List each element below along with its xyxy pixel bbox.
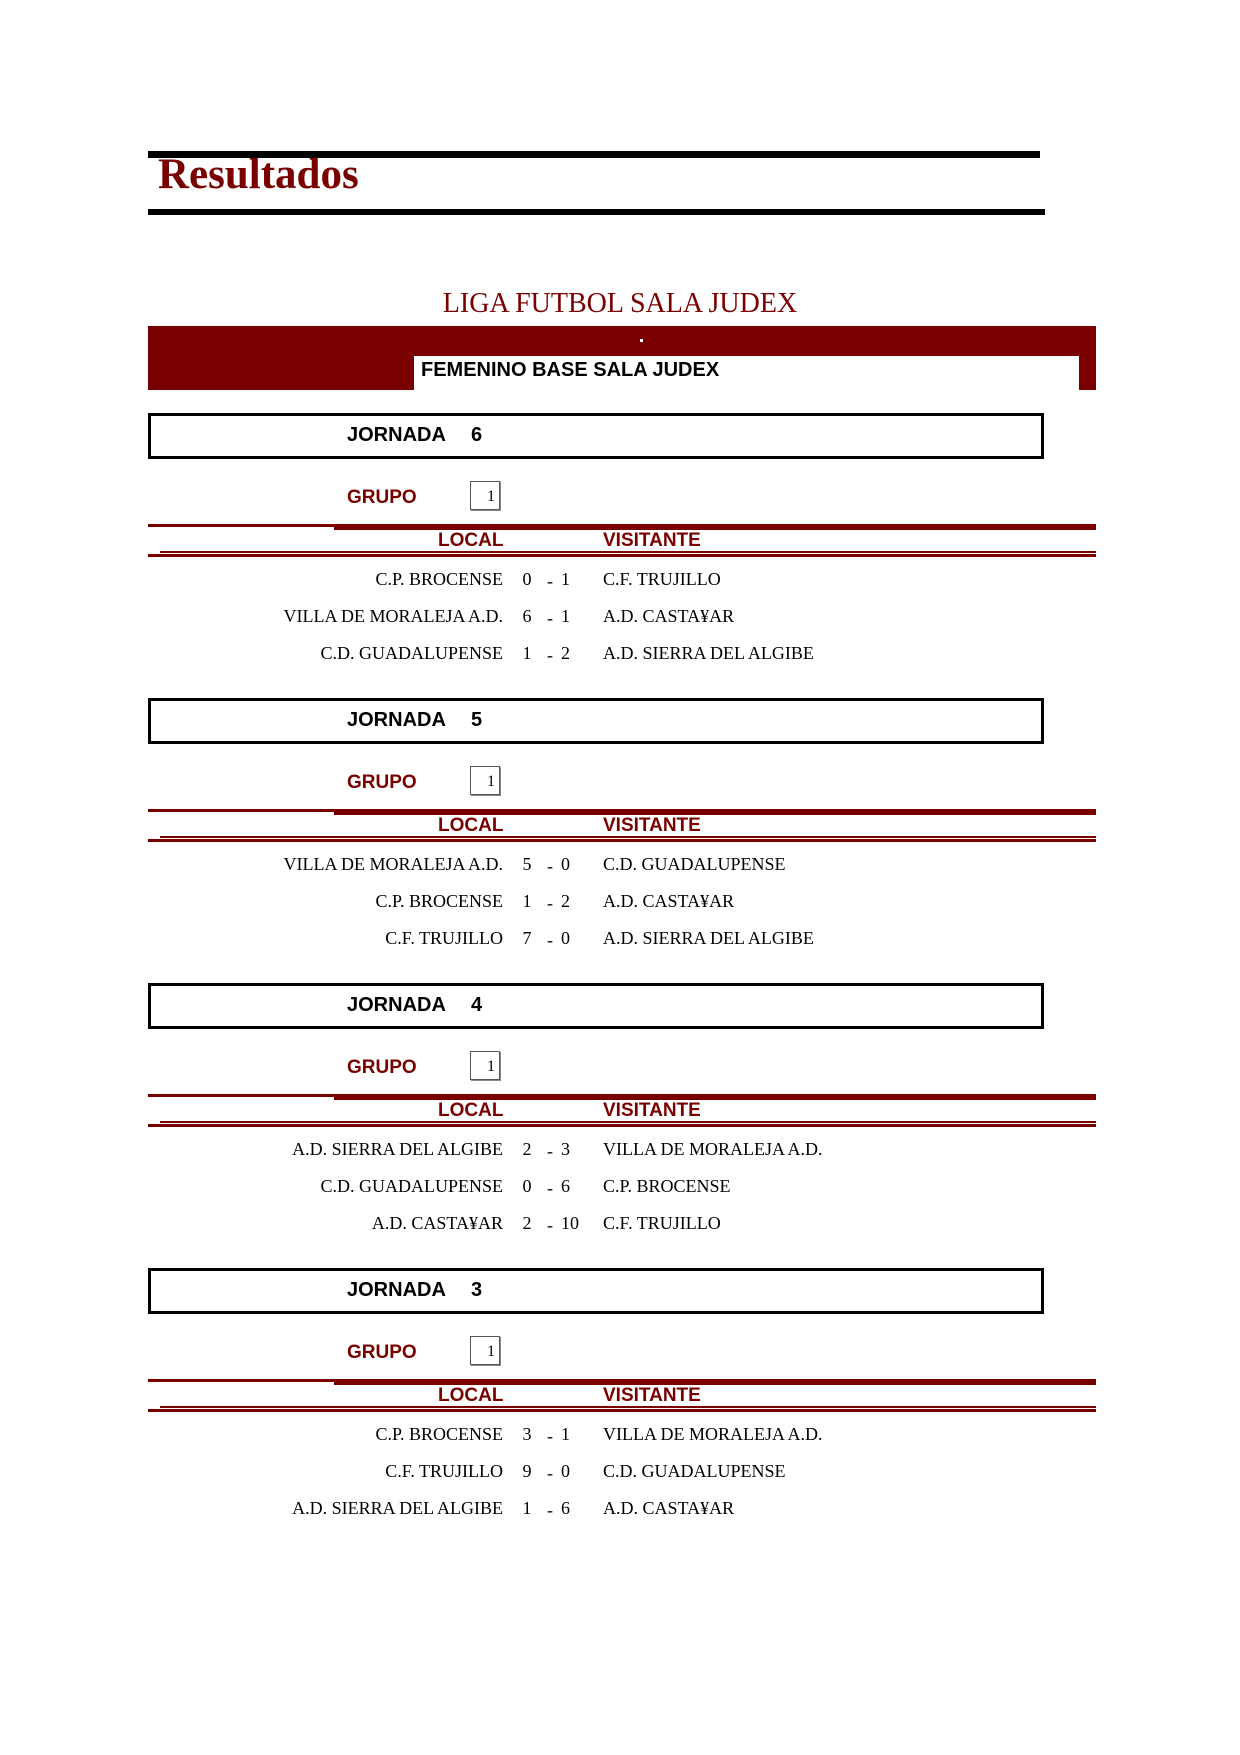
away-team: C.F. TRUJILLO — [603, 569, 721, 589]
grupo-number-field: 1 — [470, 1336, 500, 1365]
jornada-section — [0, 413, 1240, 701]
away-score: 1 — [561, 569, 570, 589]
jornada-number: 3 — [471, 1279, 483, 1301]
home-score: 1 — [522, 1498, 532, 1518]
match-row — [0, 570, 1240, 607]
away-score: 6 — [561, 1176, 570, 1196]
home-team: A.D. CASTA¥AR — [371, 1213, 503, 1233]
home-team: C.P. BROCENSE — [375, 569, 503, 589]
home-score: 9 — [522, 1461, 532, 1481]
score-separator: - — [547, 1426, 553, 1446]
table-header-rule-inner — [160, 551, 1096, 553]
visitante-column-header: VISITANTE — [603, 530, 701, 551]
jornada-header-box — [148, 983, 1044, 1029]
home-score: 0 — [522, 569, 532, 589]
table-header-rule — [148, 1409, 1096, 1412]
away-team: VILLA DE MORALEJA A.D. — [603, 1139, 823, 1159]
match-row — [0, 1462, 1240, 1499]
home-team: C.F. TRUJILLO — [385, 1461, 503, 1481]
table-header-rule-inner — [160, 1121, 1096, 1123]
home-score: 7 — [522, 928, 532, 948]
match-row — [0, 855, 1240, 892]
score-separator: - — [547, 1178, 553, 1198]
score-separator: - — [547, 645, 553, 665]
home-team: A.D. SIERRA DEL ALGIBE — [292, 1498, 503, 1518]
home-team: VILLA DE MORALEJA A.D. — [283, 854, 503, 874]
away-score: 0 — [561, 1461, 570, 1481]
grupo-label: GRUPO — [347, 487, 417, 508]
jornada-header-box — [148, 698, 1044, 744]
jornada-section — [0, 1268, 1240, 1556]
home-team: A.D. SIERRA DEL ALGIBE — [292, 1139, 503, 1159]
table-header-rule — [148, 1124, 1096, 1127]
table-header-rule — [148, 839, 1096, 842]
visitante-column-header: VISITANTE — [603, 1100, 701, 1121]
jornada-number: 4 — [471, 994, 483, 1016]
grupo-label: GRUPO — [347, 772, 417, 793]
home-score: 1 — [522, 891, 532, 911]
banner-dot — [640, 339, 643, 342]
page-title: Resultados — [158, 151, 359, 198]
away-team: A.D. SIERRA DEL ALGIBE — [603, 928, 814, 948]
away-score: 10 — [561, 1213, 579, 1233]
grupo-number-field: 1 — [470, 481, 500, 510]
table-header-rule-inner — [160, 1406, 1096, 1408]
home-team: VILLA DE MORALEJA A.D. — [283, 606, 503, 626]
jornada-number: 5 — [471, 709, 483, 731]
away-team: C.F. TRUJILLO — [603, 1213, 721, 1233]
jornada-label: JORNADA — [347, 994, 446, 1016]
local-column-header: LOCAL — [438, 1385, 504, 1406]
visitante-column-header: VISITANTE — [603, 815, 701, 836]
away-team: A.D. CASTA¥AR — [603, 891, 735, 911]
away-team: C.D. GUADALUPENSE — [603, 854, 786, 874]
match-row — [0, 1499, 1240, 1536]
match-row — [0, 929, 1240, 966]
jornada-label: JORNADA — [347, 709, 446, 731]
score-separator: - — [547, 1500, 553, 1520]
away-score: 6 — [561, 1498, 570, 1518]
jornada-header-box — [148, 413, 1044, 459]
away-team: A.D. CASTA¥AR — [603, 1498, 735, 1518]
jornada-number: 6 — [471, 424, 483, 446]
league-title: LIGA FUTBOL SALA JUDEX — [442, 288, 798, 319]
match-row — [0, 1177, 1240, 1214]
home-score: 2 — [522, 1213, 532, 1233]
match-row — [0, 1425, 1240, 1462]
away-score: 2 — [561, 891, 570, 911]
score-separator: - — [547, 930, 553, 950]
match-row — [0, 607, 1240, 644]
table-header-rule-inner — [160, 836, 1096, 838]
category-title: FEMENINO BASE SALA JUDEX — [421, 359, 720, 381]
match-row — [0, 1214, 1240, 1251]
away-score: 3 — [561, 1139, 570, 1159]
home-team: C.D. GUADALUPENSE — [320, 643, 503, 663]
jornada-header-box — [148, 1268, 1044, 1314]
home-score: 3 — [522, 1424, 532, 1444]
home-team: C.F. TRUJILLO — [385, 928, 503, 948]
home-score: 2 — [522, 1139, 532, 1159]
score-separator: - — [547, 893, 553, 913]
away-team: C.D. GUADALUPENSE — [603, 1461, 786, 1481]
score-separator: - — [547, 608, 553, 628]
away-team: C.P. BROCENSE — [603, 1176, 731, 1196]
score-separator: - — [547, 571, 553, 591]
home-score: 1 — [522, 643, 532, 663]
home-team: C.D. GUADALUPENSE — [320, 1176, 503, 1196]
home-score: 5 — [522, 854, 532, 874]
away-team: A.D. CASTA¥AR — [603, 606, 735, 626]
away-team: A.D. SIERRA DEL ALGIBE — [603, 643, 814, 663]
jornada-label: JORNADA — [347, 1279, 446, 1301]
home-team: C.P. BROCENSE — [375, 1424, 503, 1444]
visitante-column-header: VISITANTE — [603, 1385, 701, 1406]
home-score: 0 — [522, 1176, 532, 1196]
jornada-section — [0, 698, 1240, 986]
away-score: 1 — [561, 606, 570, 626]
grupo-label: GRUPO — [347, 1057, 417, 1078]
table-header-rule — [148, 554, 1096, 557]
grupo-number-field: 1 — [470, 1051, 500, 1080]
match-row — [0, 1140, 1240, 1177]
match-row — [0, 892, 1240, 929]
jornada-label: JORNADA — [347, 424, 446, 446]
local-column-header: LOCAL — [438, 1100, 504, 1121]
home-score: 6 — [522, 606, 532, 626]
grupo-number-field: 1 — [470, 766, 500, 795]
away-score: 0 — [561, 854, 570, 874]
grupo-label: GRUPO — [347, 1342, 417, 1363]
score-separator: - — [547, 1463, 553, 1483]
local-column-header: LOCAL — [438, 815, 504, 836]
away-score: 0 — [561, 928, 570, 948]
header-bottom-rule — [148, 209, 1045, 215]
score-separator: - — [547, 1141, 553, 1161]
away-team: VILLA DE MORALEJA A.D. — [603, 1424, 823, 1444]
away-score: 2 — [561, 643, 570, 663]
away-score: 1 — [561, 1424, 570, 1444]
score-separator: - — [547, 856, 553, 876]
match-row — [0, 644, 1240, 681]
home-team: C.P. BROCENSE — [375, 891, 503, 911]
local-column-header: LOCAL — [438, 530, 504, 551]
score-separator: - — [547, 1215, 553, 1235]
jornada-section — [0, 983, 1240, 1271]
